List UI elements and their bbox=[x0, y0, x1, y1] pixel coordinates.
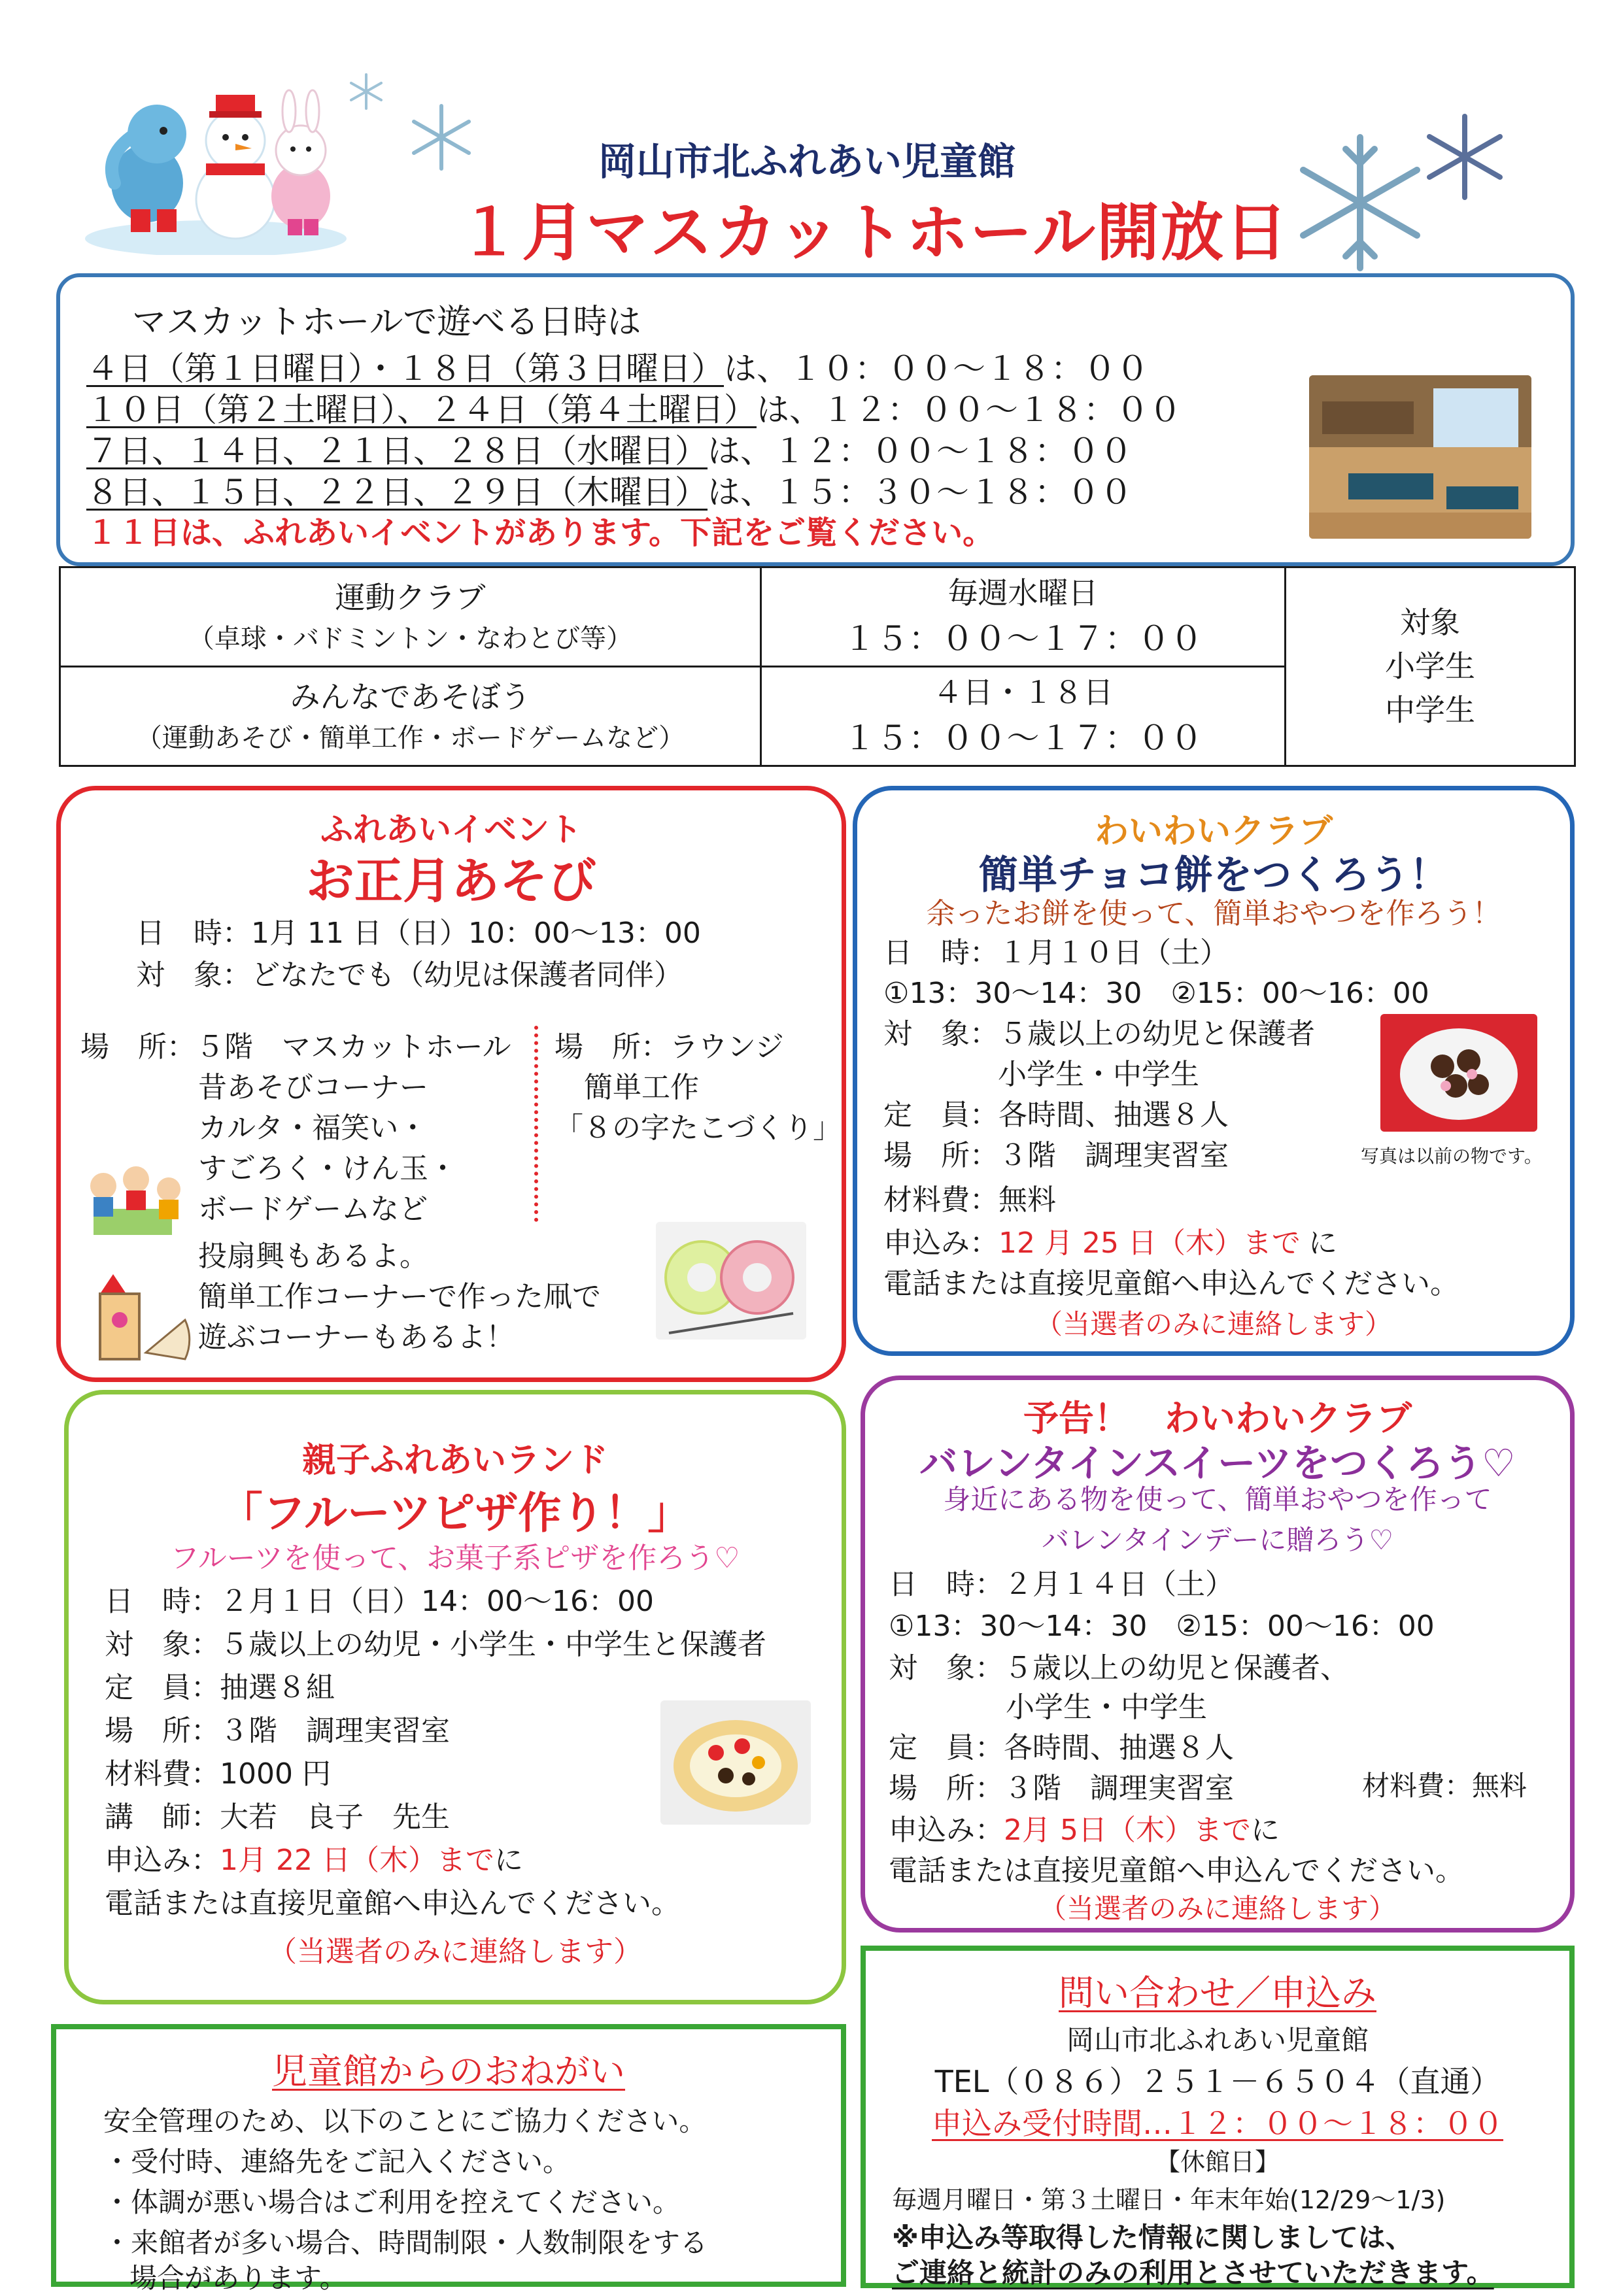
club-slots: ①13：30～14：30 ②15：00～16：00 bbox=[883, 977, 1429, 1010]
pizza-teacher: 講 師：大若 良子 先生 bbox=[105, 1800, 450, 1834]
photo-caption: 写真は以前の物です。 bbox=[1361, 1145, 1543, 1167]
club-date: 日 時：１月１０日（土） bbox=[883, 936, 1229, 970]
pizza-lead: フルーツを使って、お菓子系ピザを作ろう♡ bbox=[170, 1542, 740, 1575]
pizza-fee: 材料費：1000 円 bbox=[105, 1757, 331, 1791]
pizza-notify: （当選者のみに連絡します） bbox=[268, 1935, 642, 1968]
valentine-lead: バレンタインデーに贈ろう♡ bbox=[1041, 1524, 1394, 1556]
requests-item: ・来館者が多い場合、時間制限・人数制限をする bbox=[103, 2227, 708, 2259]
requests-item: ・受付時、連絡先をご記入ください。 bbox=[103, 2146, 571, 2178]
hall-row: ８日、１５日、２２日、２９日（木曜日）は、１５：３０～１８：００ bbox=[86, 473, 1133, 511]
snowflake-icon bbox=[1288, 131, 1432, 275]
club-time: １５：００～１７：００ bbox=[843, 619, 1203, 658]
event-detail: ボードゲームなど bbox=[198, 1192, 428, 1226]
choco-mochi-panel bbox=[853, 786, 1575, 1356]
event-detail: 簡単工作コーナーで作った凧で bbox=[198, 1280, 601, 1313]
valentine-notify: （当選者のみに連絡します） bbox=[1038, 1893, 1396, 1925]
event-title: お正月あそび bbox=[306, 853, 596, 909]
hall-photo bbox=[1309, 375, 1531, 539]
club-lead: 余ったお餅を使って、簡単おやつを作ろう！ bbox=[926, 897, 1501, 930]
new-year-event-panel bbox=[56, 786, 846, 1382]
event-date: 日 時：1月 11 日（日）10：00～13：00 bbox=[136, 917, 701, 950]
target-value: 小学生 bbox=[1385, 649, 1475, 684]
valentine-title: バレンタインスイーツをつくろう♡ bbox=[919, 1441, 1516, 1485]
club-detail: （卓球・バドミントン・なわとび等） bbox=[188, 623, 633, 654]
pizza-date: 日 時：２月１日（日）14：00～16：00 bbox=[105, 1585, 654, 1618]
figure-eight-kite-photo bbox=[656, 1222, 806, 1340]
target-cell bbox=[1286, 567, 1575, 766]
dotted-divider bbox=[534, 1026, 538, 1222]
event-detail: 「８の字たこづくり」 bbox=[555, 1111, 842, 1145]
snowflake-icon bbox=[347, 72, 386, 111]
requests-title: 児童館からのおねがい bbox=[272, 2051, 625, 2092]
club-title: 簡単チョコ餅をつくろう！ bbox=[978, 853, 1449, 898]
hall-row: ７日、１４日、２１日、２８日（水曜日）は、１２：００～１８：００ bbox=[86, 432, 1133, 470]
club-apply-method: 電話または直接児童館へ申込んでください。 bbox=[883, 1267, 1459, 1300]
pizza-kicker: 親子ふれあいランド bbox=[301, 1441, 608, 1480]
target-label: 対象 bbox=[1400, 605, 1460, 641]
closed-days-label: 【休館日】 bbox=[1155, 2148, 1280, 2176]
event-place-lounge: 場 所：ラウンジ bbox=[555, 1030, 784, 1064]
requests-item: ・体調が悪い場合はご利用を控えてください。 bbox=[103, 2186, 681, 2218]
fruit-pizza-photo bbox=[660, 1700, 811, 1825]
club-capacity: 定 員：各時間、抽選８人 bbox=[883, 1098, 1229, 1132]
requests-item: 場合があります。 bbox=[129, 2262, 347, 2294]
valentine-kicker: 予告！ わいわいクラブ bbox=[1023, 1398, 1412, 1439]
hall-heading: マスカットホールで遊べる日時は bbox=[132, 303, 641, 342]
club-notify: （当選者のみに連絡します） bbox=[1034, 1308, 1392, 1340]
pizza-capacity: 定 員：抽選８組 bbox=[105, 1671, 335, 1704]
club-name: みんなであそぼう bbox=[290, 679, 531, 715]
club-schedule-table bbox=[59, 566, 1576, 767]
club-target: 対 象：５歳以上の幼児と保護者 bbox=[883, 1017, 1315, 1051]
target-value: 中学生 bbox=[1385, 692, 1475, 728]
event-detail: すごろく・けん玉・ bbox=[198, 1152, 457, 1185]
pizza-title: 「フルーツピザ作り！」 bbox=[219, 1488, 691, 1538]
pizza-apply-method: 電話または直接児童館へ申込んでください。 bbox=[105, 1887, 680, 1920]
club-day: ４日・１８日 bbox=[932, 674, 1114, 710]
requests-intro: 安全管理のため、以下のことにご協力ください。 bbox=[103, 2105, 707, 2137]
pizza-target: 対 象：５歳以上の幼児・小学生・中学生と保護者 bbox=[105, 1628, 766, 1661]
requests-panel bbox=[51, 2024, 846, 2294]
page-title: １月マスカットホール開放日 bbox=[458, 196, 1289, 269]
event-target: 対 象：どなたでも（幼児は保護者同伴） bbox=[136, 958, 683, 992]
valentine-fee: 材料費：無料 bbox=[1362, 1770, 1527, 1802]
children-playing-illustration bbox=[74, 1156, 192, 1248]
club-kicker: わいわいクラブ bbox=[1094, 812, 1333, 851]
hall-row: ４日（第１日曜日）・１８日（第３日曜日）は、１０：００～１８：００ bbox=[86, 350, 1149, 388]
event-detail: 簡単工作 bbox=[584, 1071, 699, 1104]
event-detail: カルタ・福笑い・ bbox=[198, 1111, 428, 1145]
event-detail: 昔あそびコーナー bbox=[198, 1071, 428, 1104]
event-place-main: 場 所：５階 マスカットホール bbox=[80, 1030, 511, 1064]
pizza-apply: 申込み：1月 22 日（木）までに bbox=[105, 1844, 523, 1877]
contact-org: 岡山市北ふれあい児童館 bbox=[1066, 2024, 1369, 2056]
valentine-apply-method: 電話または直接児童館へ申込んでください。 bbox=[889, 1854, 1464, 1887]
club-day: 毎週水曜日 bbox=[947, 575, 1099, 611]
club-time-cell bbox=[761, 567, 1286, 667]
org-name: 岡山市北ふれあい児童館 bbox=[598, 139, 1016, 184]
club-time: １５：００～１７：００ bbox=[843, 718, 1203, 757]
club-name: 運動クラブ bbox=[335, 580, 486, 616]
club-time-cell bbox=[761, 667, 1286, 766]
valentine-date: 日 時：２月１４日（土） bbox=[889, 1568, 1234, 1601]
valentine-place: 場 所：３階 調理実習室 bbox=[889, 1772, 1234, 1805]
fruit-pizza-panel bbox=[64, 1390, 846, 2004]
event-detail: 投扇興もあるよ。 bbox=[198, 1240, 428, 1273]
choco-mochi-photo bbox=[1380, 1014, 1537, 1132]
hall-row: １０日（第２土曜日）、２４日（第４土曜日）は、１２：００～１８：００ bbox=[86, 391, 1182, 429]
contact-panel bbox=[861, 1946, 1575, 2288]
valentine-lead: 身近にある物を使って、簡単おやつを作って bbox=[943, 1483, 1492, 1515]
contact-hours: 申込み受付時間…１２：００～１８：００ bbox=[932, 2106, 1503, 2141]
club-cell bbox=[60, 567, 761, 667]
club-fee: 材料費：無料 bbox=[883, 1183, 1056, 1217]
club-apply: 申込み：12 月 25 日（木）まで に bbox=[883, 1226, 1337, 1260]
valentine-target: 対 象：５歳以上の幼児と保護者、 bbox=[889, 1651, 1349, 1685]
valentine-apply: 申込み：2月 5日（木）までに bbox=[889, 1814, 1280, 1847]
valentine-target: 小学生・中学生 bbox=[1006, 1691, 1207, 1724]
club-cell bbox=[60, 667, 761, 766]
winter-characters-illustration bbox=[85, 85, 366, 255]
valentine-slots: ①13：30～14：30 ②15：00～16：00 bbox=[889, 1610, 1435, 1643]
club-target: 小学生・中学生 bbox=[998, 1058, 1199, 1091]
pizza-place: 場 所：３階 調理実習室 bbox=[105, 1714, 450, 1747]
snowflake-icon bbox=[1419, 111, 1510, 203]
club-place: 場 所：３階 調理実習室 bbox=[883, 1139, 1229, 1172]
privacy-note: ご連絡と統計のみの利用とさせていただきます。 bbox=[892, 2257, 1494, 2289]
contact-title: 問い合わせ／申込み bbox=[1059, 1972, 1376, 2014]
snowflake-icon bbox=[405, 101, 477, 173]
fan-and-kite-illustration bbox=[87, 1268, 192, 1372]
valentine-panel bbox=[861, 1376, 1575, 1933]
event-kicker: ふれあいイベント bbox=[320, 811, 582, 849]
privacy-note: ※申込み等取得した情報に関しましては、 bbox=[892, 2221, 1413, 2254]
hall-hours-panel bbox=[56, 273, 1575, 566]
club-detail: （運動あそび・簡単工作・ボードゲームなど） bbox=[135, 722, 685, 753]
hall-note: １１日は、ふれあいイベントがあります。下記をご覧ください。 bbox=[86, 515, 995, 551]
closed-days: 毎週月曜日・第３土曜日・年末年始(12/29～1/3) bbox=[892, 2186, 1446, 2214]
valentine-capacity: 定 員：各時間、抽選８人 bbox=[889, 1731, 1234, 1764]
contact-phone: TEL（０８６）２５１－６５０４（直通） bbox=[934, 2064, 1501, 2099]
event-detail: 遊ぶコーナーもあるよ！ bbox=[198, 1321, 515, 1354]
